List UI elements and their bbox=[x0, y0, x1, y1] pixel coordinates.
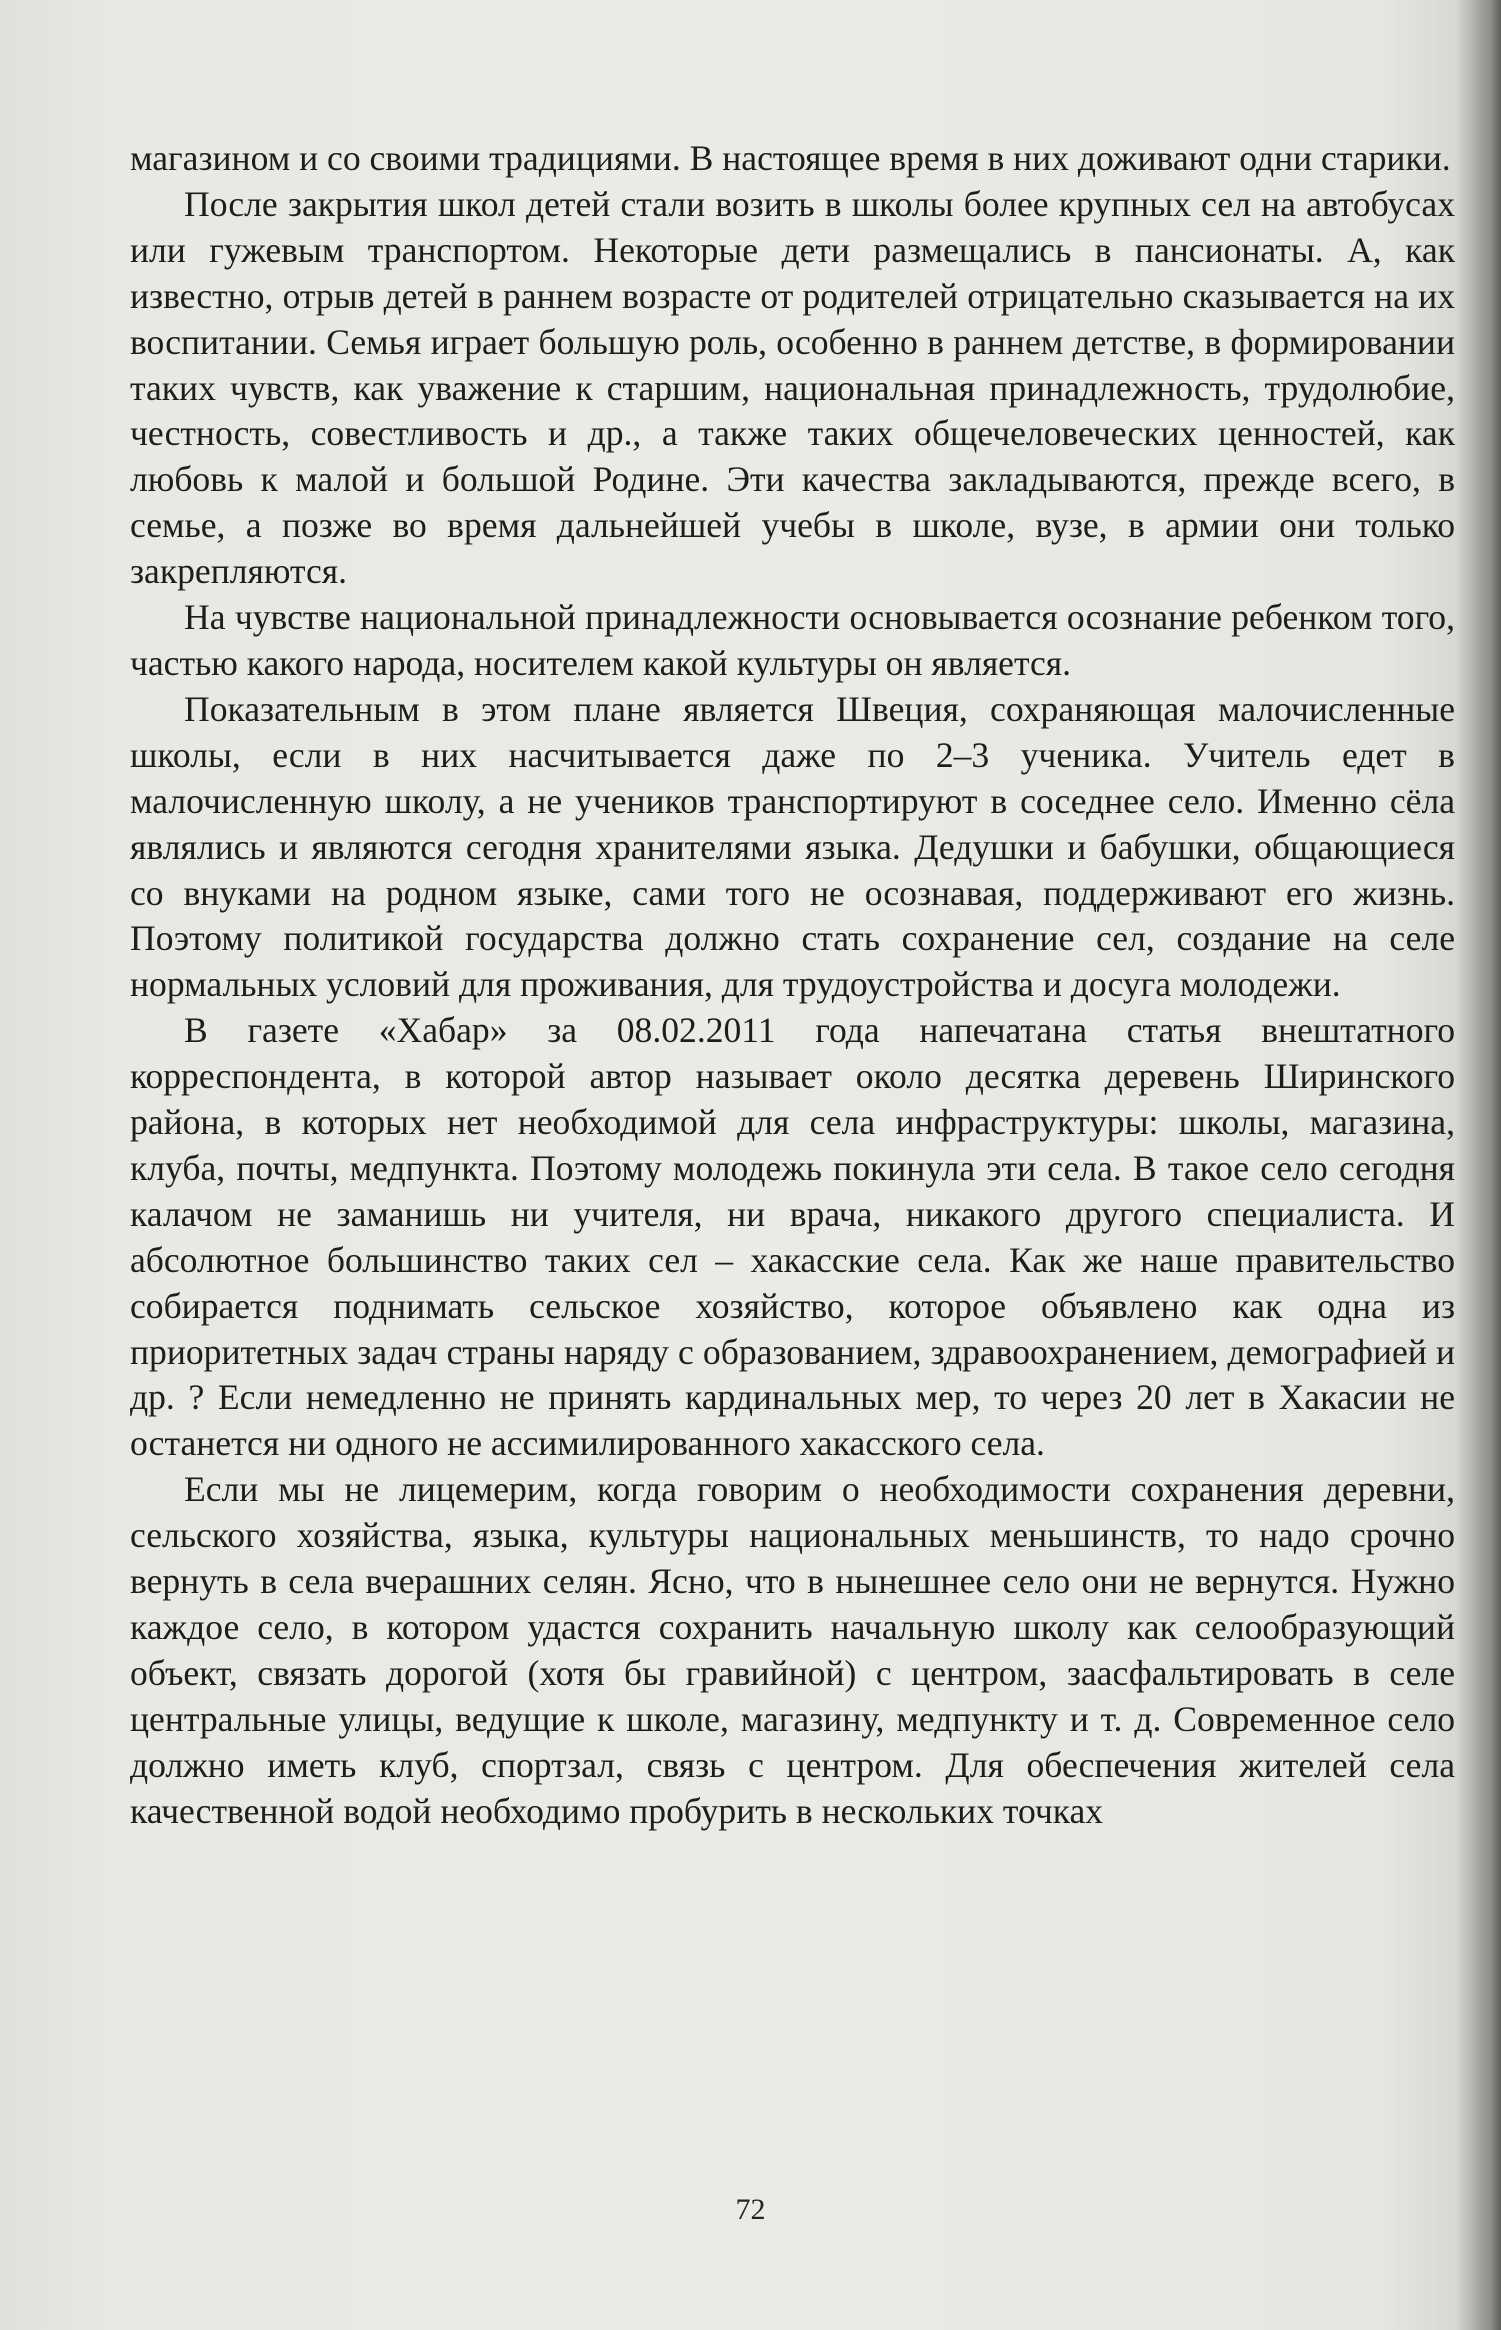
paragraph: Если мы не лицемерим, когда говорим о необходимости сохранения деревни, сельского хозяйства, языка, культуры национальных меньшинств, то надо срочно вернуть в села вчерашних селян. Ясно, что в нынешнее село они не вернутся. Нужно каждое село, в котором удастся сохранить начальную школу как селообразующий объект, связать дорогой (хотя бы гравийной) с центром, заасфальтировать в селе центральные улицы, ведущие к школе, магазину, медпункту и т. д. Современное село должно иметь клуб, спортзал, связь с центром. Для обеспечения жителей села качественной водой необходимо пробурить в нескольких точках bbox=[130, 1469, 1455, 1831]
paragraph: Показательным в этом плане является Швеция, сохраняющая малочисленные школы, если в них насчитывается даже по 2–3 ученика. Учитель едет в малочисленную школу, а не учеников транспортируют в соседнее село. Именно сёла являлись и являются сегодня хранителями языка. Дедушки и бабушки, общающиеся со внуками на родном языке, сами того не осознавая, поддерживают его жизнь. Поэтому политикой государства должно стать сохранение сел, создание на селе нормальных условий для проживания, для трудоустройства и досуга молодежи. bbox=[130, 688, 1455, 1005]
paragraph: магазином и со своими традициями. В настоящее время в них доживают одни старики. bbox=[130, 138, 1451, 178]
paragraph: В газете «Хабар» за 08.02.2011 года напечатана статья внештатного корреспондента, в которой автор называет около десятка деревень Ширинского района, в которых нет необходимой для села инфраструктуры: школы, магазина, клуба, почты, медпункта. Поэтому молодежь покинула эти села. В такое село сегодня калачом не заманишь ни учителя, ни врача, никакого другого специалиста. И абсолютное большинство таких сел – хакасские села. Как же наше правительство собирается поднимать сельское хозяйство, которое объявлено как одна из приоритетных задач страны наряду с образованием, здравоохранением, демографией и др. ? Если немедленно не принять кардинальных мер, то через 20 лет в Хакасии не останется ни одного не ассимилированного хакасского села. bbox=[130, 1010, 1455, 1464]
paragraph: После закрытия школ детей стали возить в школы более крупных сел на автобусах или гужевым транспортом. Некоторые дети размещались в пансионаты. А, как известно, отрыв детей в раннем возрасте от родителей отрицательно сказывается на их воспитании. Семья играет большую роль, особенно в раннем детстве, в формировании таких чувств, как уважение к старшим, национальная принадлежность, трудолюбие, честность, совестливость и др., а также таких общечеловеческих ценностей, как любовь к малой и большой Родине. Эти качества закладываются, прежде всего, в семье, а позже во время дальнейшей учебы в школе, вузе, в армии они только закрепляются. bbox=[130, 183, 1455, 592]
body-text bbox=[130, 136, 1455, 1835]
paragraph: На чувстве национальной принадлежности основывается осознание ребенком того, частью какого народа, носителем какой культуры он является. bbox=[130, 597, 1455, 683]
page-number: 72 bbox=[735, 2193, 766, 2226]
